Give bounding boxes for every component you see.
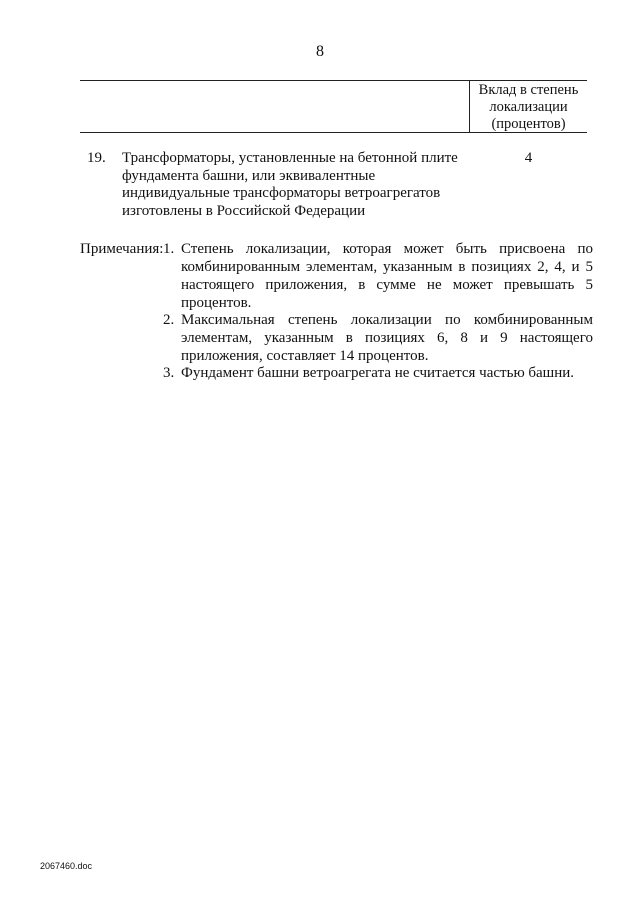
table-bottom-rule — [80, 132, 587, 133]
table-top-rule — [80, 80, 587, 81]
note-text: Максимальная степень локализации по комбинированным элементам, указанным в позициях 6, 8 и 9 настоящего приложения, составляет 14 процентов. — [181, 312, 593, 364]
footer-file-name: 2067460.doc — [40, 861, 93, 871]
note-number: 2. — [163, 312, 175, 328]
note-item — [163, 311, 593, 365]
note-number: 1. — [163, 241, 175, 257]
row-number: 19. — [87, 150, 106, 166]
row-value: 4 — [524, 150, 533, 166]
note-item — [163, 364, 593, 382]
table-column-header: Вклад в степень локализации (процентов) — [478, 82, 579, 132]
row-text: Трансформаторы, установленные на бетонной плите фундамента башни, или эквивалентные индивидуальные трансформаторы ветроагрегатов изготовлены в Российской Федерации — [122, 150, 458, 219]
page-number: 8 — [316, 43, 324, 60]
note-text: Степень локализации, которая может быть присвоена по комбинированным элементам, указанным в позициях 2, 4, и 5 настоящего приложения, в сумме не может превышать 5 процентов. — [181, 241, 593, 311]
note-item — [163, 240, 593, 312]
note-text: Фундамент башни ветроагрегата не считается частью башни. — [181, 365, 575, 381]
note-number: 3. — [163, 365, 175, 381]
notes-label: Примечания: — [80, 241, 164, 257]
